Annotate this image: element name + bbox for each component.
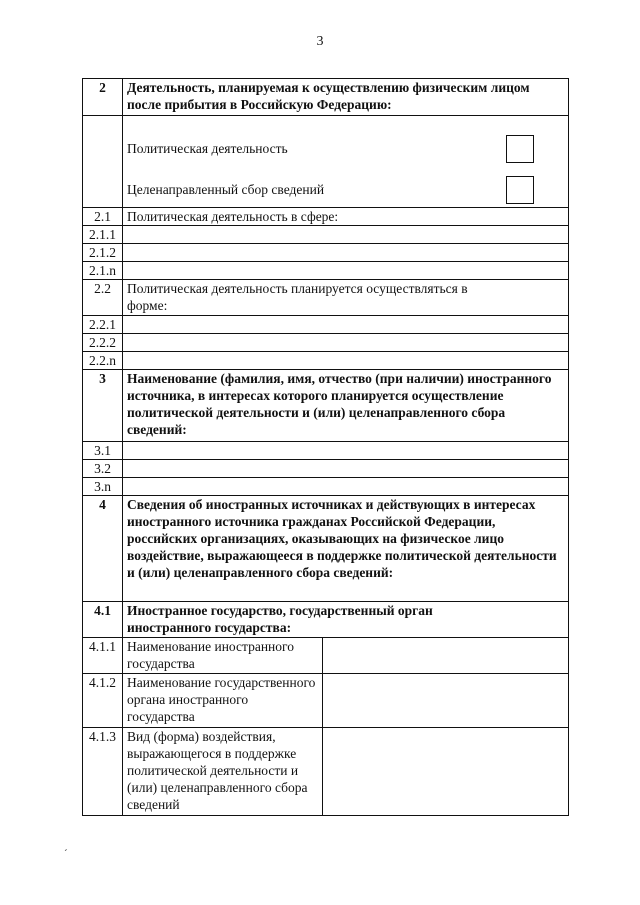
option-political-line [127, 135, 564, 163]
row-value-field[interactable] [323, 638, 569, 674]
section-4-1-row [83, 602, 569, 638]
row-4-1-1 [83, 638, 569, 674]
row-number: 2.1.n [83, 262, 123, 280]
row-value-field[interactable] [123, 262, 569, 280]
section-2-number: 2 [83, 79, 123, 116]
row-number: 2.1.2 [83, 244, 123, 262]
row-number: 3.2 [83, 460, 123, 478]
row-number: 3.1 [83, 442, 123, 460]
row-3-n [83, 478, 569, 496]
option-political-label: Политическая деятельность [127, 141, 288, 156]
row-number: 4.1.2 [83, 674, 123, 728]
page-number: 3 [316, 34, 324, 49]
row-number: 2.1.1 [83, 226, 123, 244]
row-4-1-3 [83, 728, 569, 816]
option-collection-line [127, 176, 564, 204]
section-3-number: 3 [83, 370, 123, 442]
row-2-1-1 [83, 226, 569, 244]
section-2-options-row [83, 116, 569, 208]
row-value-field[interactable] [123, 478, 569, 496]
row-label: Вид (форма) воздействия, выражающегося в поддержке политической деятельности и (или) целенаправленного сбора сведений [123, 728, 323, 816]
section-2-2-row [83, 280, 569, 316]
row-value-field[interactable] [123, 334, 569, 352]
political-activity-checkbox[interactable] [506, 135, 534, 163]
section-2-1-title: Политическая деятельность в сфере: [123, 208, 569, 226]
row-value-field[interactable] [123, 244, 569, 262]
row-value-field[interactable] [123, 226, 569, 244]
row-value-field[interactable] [123, 316, 569, 334]
row-number: 2.2.1 [83, 316, 123, 334]
section-2-1-number: 2.1 [83, 208, 123, 226]
row-label: Наименование государственного органа иностранного государства [123, 674, 323, 728]
section-4-number: 4 [83, 496, 123, 602]
row-number: 3.n [83, 478, 123, 496]
row-2-1-2 [83, 244, 569, 262]
row-2-2-1 [83, 316, 569, 334]
row-number: 2.2.2 [83, 334, 123, 352]
row-number: 4.1.3 [83, 728, 123, 816]
section-2-title: Деятельность, планируемая к осуществлению физическим лицом после прибытия в Российскую Федерацию: [123, 79, 569, 116]
row-value-field[interactable] [323, 728, 569, 816]
row-2-1-n [83, 262, 569, 280]
row-number: 2.2.n [83, 352, 123, 370]
section-2-header-row [83, 79, 569, 116]
row-value-field[interactable] [123, 460, 569, 478]
section-2-options-cell [123, 116, 569, 208]
section-2-2-number: 2.2 [83, 280, 123, 316]
row-3-1 [83, 442, 569, 460]
row-2-2-2 [83, 334, 569, 352]
section-3-title: Наименование (фамилия, имя, отчество (при наличии) иностранного источника, в интересах которого планируется осуществление политической деятельности и (или) целенаправленного сбора сведений: [123, 370, 569, 442]
section-2-2-title: Политическая деятельность планируется осуществляться в форме: [123, 280, 569, 316]
row-value-field[interactable] [323, 674, 569, 728]
section-4-1-title: Иностранное государство, государственный орган иностранного государства: [123, 602, 569, 638]
section-2-options-number-cell [83, 116, 123, 208]
row-value-field[interactable] [123, 352, 569, 370]
section-4-row [83, 496, 569, 602]
form-table [82, 78, 569, 816]
row-3-2 [83, 460, 569, 478]
option-collection-label: Целенаправленный сбор сведений [127, 182, 325, 197]
section-3-row [83, 370, 569, 442]
row-label: Наименование иностранного государства [123, 638, 323, 674]
section-4-1-number: 4.1 [83, 602, 123, 638]
information-collection-checkbox[interactable] [506, 176, 534, 204]
row-number: 4.1.1 [83, 638, 123, 674]
scan-mark: ´ [64, 848, 68, 860]
row-value-field[interactable] [123, 442, 569, 460]
row-2-2-n [83, 352, 569, 370]
section-2-1-row [83, 208, 569, 226]
section-4-title: Сведения об иностранных источниках и действующих в интересах иностранного источника гражданах Российской Федерации, российских организациях, оказывающих на физическое лицо воздействие, выражающееся в поддержке политической деятельности и (или) целенаправленного сбора сведений: [123, 496, 569, 602]
row-4-1-2 [83, 674, 569, 728]
